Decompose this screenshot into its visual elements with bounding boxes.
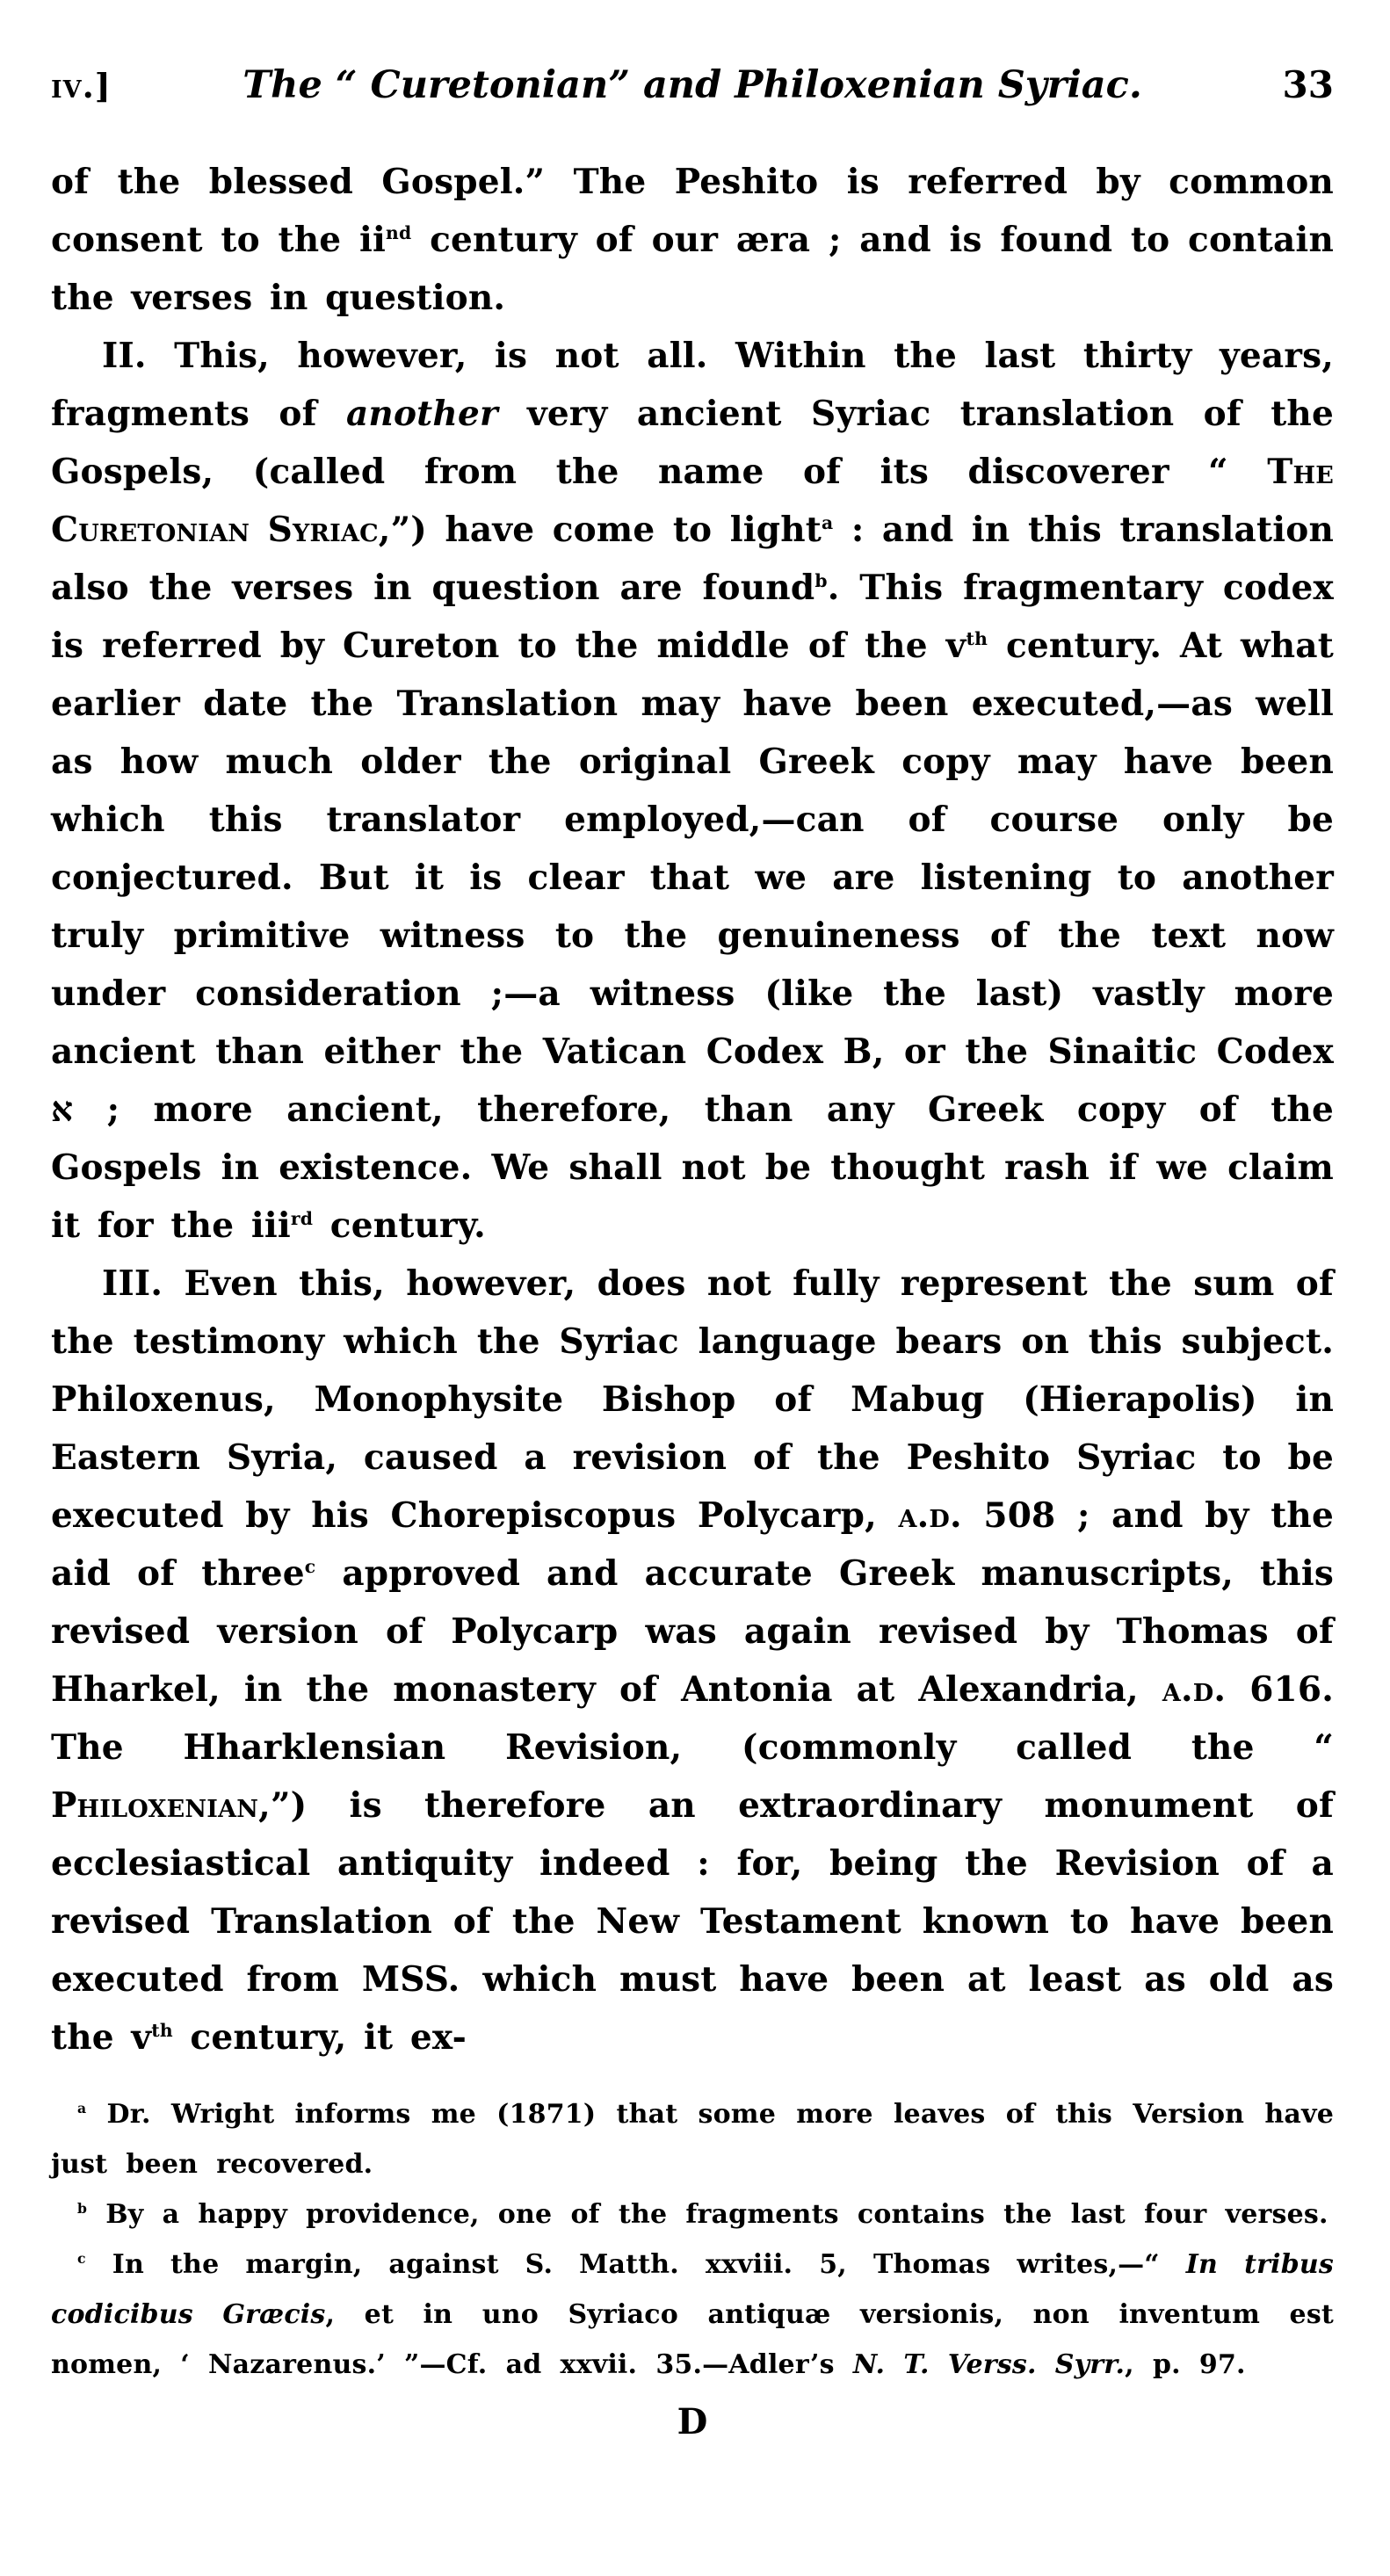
- paragraph-section-ii: [51, 327, 1334, 1255]
- text-segment-sc: Philoxenian,: [51, 1784, 271, 1826]
- text-segment: III. Even this, however, does not fully represent the sum of the testimony which the Syriac language bears on this subject. Philoxenus, Monophysite Bishop of Mabug (Hierapolis) in Eastern Syria, caused a revision of the Peshito Syriac to be executed by his Chorepiscopus Polycarp,: [51, 1263, 1334, 1536]
- text-segment-sc: The Curetonian Syriac,: [51, 451, 1334, 550]
- text-segment-sc: a.d.: [898, 1494, 962, 1536]
- page-number: 33: [1282, 63, 1334, 106]
- text-segment: century, it ex-: [172, 2016, 467, 2058]
- text-segment: century.: [313, 1205, 486, 1246]
- text-segment-i: In tribus codicibus Græcis: [51, 2248, 1335, 2330]
- text-segment-i: another: [345, 393, 498, 434]
- text-segment: Dr. Wright informs me (1871) that some more leaves of this Version have just been recovered.: [51, 2098, 1334, 2180]
- text-segment-sup: b: [77, 2199, 88, 2217]
- running-head: [51, 63, 1334, 109]
- text-segment: ”) is therefore an extraordinary monument of ecclesiastical antiquity indeed : for, being the Revision of a revised Translation of the New Testament known to have been executed from MSS. which must have been at least as old as the v: [51, 1784, 1334, 2058]
- paragraph-continuation: [51, 153, 1334, 327]
- text-segment: very ancient Syriac translation of the Gospels, (called from the name of its discoverer “: [51, 393, 1334, 492]
- text-segment: century of our æra ; and is found to contain the verses in question.: [51, 219, 1334, 318]
- text-segment: In the margin, against S. Matth. xxviii. 5, Thomas writes,—“: [85, 2248, 1186, 2280]
- section-marker: iv.]: [51, 66, 112, 105]
- text-segment-sup: th: [151, 2019, 173, 2041]
- text-segment-sc: a.d.: [1162, 1668, 1227, 1710]
- text-segment-i: N. T. Verss. Syrr.: [852, 2348, 1126, 2380]
- footnotes: [51, 2089, 1334, 2390]
- footnote-b: [51, 2189, 1334, 2240]
- printers-signature: D: [677, 2400, 708, 2442]
- text-segment: : and in this translation also the verses in question are found: [51, 509, 1334, 608]
- text-segment-sup: b: [814, 569, 828, 591]
- text-segment: century. At what earlier date the Translation may have been executed,—as well as how much older the original Greek copy may have been which this translator employed,—can of course only be conjectured. But it is clear that we are listening to another truly primitive witness to the genuineness of the text now under consideration ;—a witness (like the last) vastly more ancient than either the Vatican Codex B, or the Sinaitic Codex א ; more ancient, therefore, than any Greek copy of the Gospels in existence. We shall not be thought rash if we claim it for the iii: [51, 625, 1334, 1246]
- footnote-c: [51, 2240, 1334, 2390]
- text-segment: , p. 97.: [1125, 2348, 1246, 2380]
- text-segment: ”) have come to light: [390, 509, 822, 550]
- text-segment-sup: a: [77, 2099, 87, 2117]
- text-segment-sup: th: [966, 627, 988, 649]
- text-segment-sup: nd: [386, 221, 412, 243]
- text-segment-sup: a: [822, 511, 834, 533]
- text-segment: II. This, however, is not all. Within the last thirty years, fragments of: [51, 335, 1334, 434]
- paragraph-section-iii: [51, 1255, 1334, 2066]
- text-segment: By a happy providence, one of the fragments contains the last four verses.: [87, 2198, 1328, 2230]
- footnote-a: [51, 2089, 1334, 2189]
- text-segment-sup: c: [77, 2249, 86, 2267]
- running-title: The “ Curetonian” and Philoxenian Syriac.: [243, 63, 1142, 107]
- text-segment: 616. The Hharklensian Revision, (commonly called the “: [51, 1668, 1334, 1768]
- text-segment: . This fragmentary codex is referred by Cureton to the middle of the v: [51, 567, 1334, 666]
- text-segment: approved and accurate Greek manuscripts, this revised version of Polycarp was again revised by Thomas of Hharkel, in the monastery of Antonia at Alexandria,: [51, 1552, 1334, 1710]
- text-segment: 508 ; and by the aid of three: [51, 1494, 1334, 1594]
- page-body: [51, 153, 1334, 2066]
- text-segment-sup: c: [304, 1555, 316, 1577]
- text-segment: , et in uno Syriaco antiquæ versionis, non inventum est nomen, ‘ Nazarenus.’ ”—Cf. ad xxvii. 35.—Adler’s: [51, 2298, 1334, 2380]
- text-segment: of the blessed Gospel.” The Peshito is referred by common consent to the ii: [51, 161, 1334, 260]
- text-segment-sup: rd: [290, 1207, 314, 1229]
